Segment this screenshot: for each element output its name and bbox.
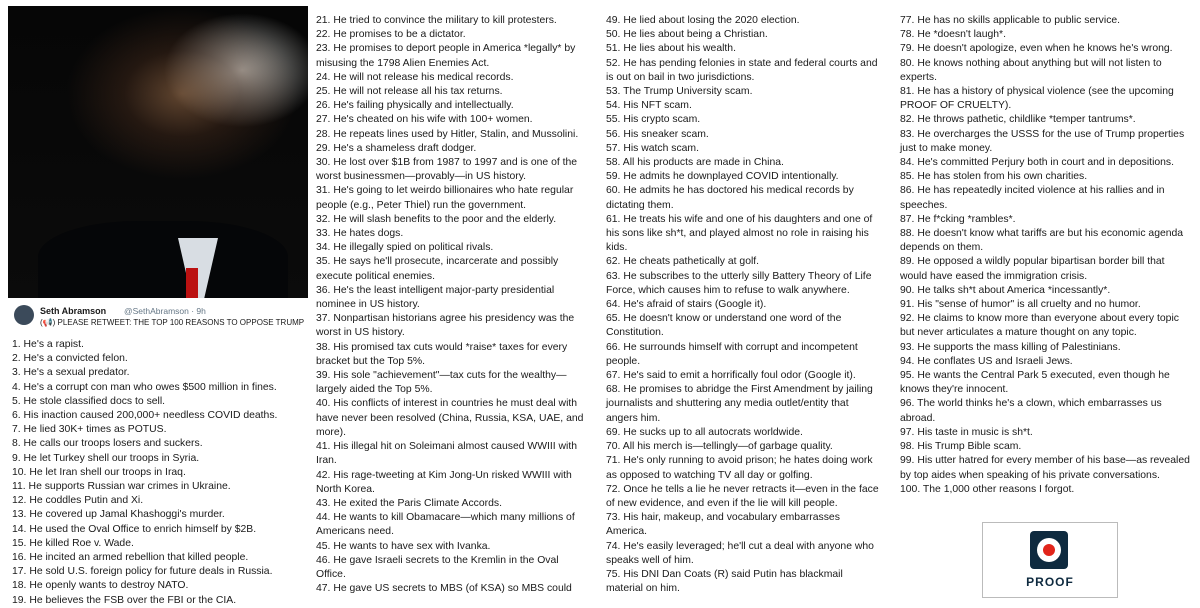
reason-item: 61. He treats his wife and one of his daughters and one of his sons like sh*t, and played almost no role in raising his kids. <box>606 213 873 254</box>
reason-item: 66. He surrounds himself with corrupt and incompetent people. <box>606 341 858 367</box>
proof-logo <box>982 522 1118 598</box>
reason-item: 95. He wants the Central Park 5 executed, even though he knows they're innocent. <box>900 370 1170 396</box>
reason-item: 74. He's easily leveraged; he'll cut a deal with anyone who speaks well of him. <box>606 540 874 566</box>
reason-item: 21. He tried to convince the military to kill protesters. <box>316 15 557 26</box>
author-name[interactable]: Seth Abramson <box>40 306 107 316</box>
reason-item: 31. He's going to let weirdo billionaires who hate regular people (e.g., Peter Thiel) run the government. <box>316 185 574 211</box>
reason-item: 14. He used the Oval Office to enrich himself by $2B. <box>12 523 257 535</box>
reason-item: 42. His rage-tweeting at Kim Jong-Un risked WWIII with North Korea. <box>316 469 572 495</box>
avatar[interactable] <box>14 305 34 325</box>
reason-item: 1. He's a rapist. <box>12 339 84 350</box>
target-icon <box>1030 531 1068 569</box>
reason-item: 50. He lies about being a Christian. <box>606 29 768 41</box>
reason-item: 69. He sucks up to all autocrats worldwide. <box>606 426 803 438</box>
reason-item: 72. Once he tells a lie he never retracts it—even in the face of new evidence, and even if the lie will kill people. <box>606 483 879 509</box>
reason-item: 23. He promises to deport people in America *legally* by misusing the 1798 Alien Enemies Act. <box>316 43 576 69</box>
reason-item: 51. He lies about his wealth. <box>606 43 736 55</box>
reason-item: 98. His Trump Bible scam. <box>900 441 1022 453</box>
reason-item: 25. He will not release all his tax returns. <box>316 86 503 98</box>
reasons-column-1 <box>12 338 308 608</box>
reason-item: 36. He's the least intelligent major-party presidential nominee in US history. <box>316 284 555 311</box>
reason-item: 90. He talks sh*t about America *incessantly*. <box>900 284 1111 296</box>
reason-item: 91. His "sense of humor" is all cruelty and no humor. <box>900 299 1141 311</box>
suit-shape <box>38 221 288 298</box>
reason-item: 97. His taste in music is sh*t. <box>900 426 1033 438</box>
reason-item: 32. He will slash benefits to the poor and the elderly. <box>316 213 557 225</box>
logo-wordmark: PROOF <box>1026 575 1074 589</box>
reason-item: 4. He's a corrupt con man who owes $500 million in fines. <box>12 381 277 393</box>
reason-item: 59. He admits he downplayed COVID intentionally. <box>606 171 839 183</box>
reason-item: 44. He wants to kill Obamacare—which many millions of Americans need. <box>316 512 575 538</box>
reason-item: 87. He f*cking *rambles*. <box>900 213 1016 225</box>
reason-item: 43. He exited the Paris Climate Accords. <box>316 497 502 509</box>
reason-item: 9. He let Turkey shell our troops in Syria. <box>12 452 200 464</box>
reason-item: 38. His promised tax cuts would *raise* taxes for every bracket but the Top 5%. <box>316 341 568 367</box>
reason-item: 93. He supports the mass killing of Palestinians. <box>900 341 1121 353</box>
reason-item: 30. He lost over $1B from 1987 to 1997 and is one of the worst businessmen—provably—in US history. <box>316 157 578 183</box>
reason-item: 12. He coddles Putin and Xi. <box>12 495 144 507</box>
tweet-text: (📢) PLEASE RETWEET: THE TOP 100 REASONS TO OPPOSE TRUMP <box>40 318 305 327</box>
reason-item: 17. He sold U.S. foreign policy for future deals in Russia. <box>12 566 273 578</box>
reason-item: 56. His sneaker scam. <box>606 128 709 140</box>
reason-item: 89. He opposed a wildly popular bipartisan border bill that would have eased the immigration crisis. <box>900 256 1165 282</box>
reason-item: 53. The Trump University scam. <box>606 86 753 98</box>
reason-item: 85. He has stolen from his own charities. <box>900 171 1088 183</box>
reason-item: 92. He claims to know more than everyone about every topic but never articulates a mature thought on any topic. <box>900 313 1179 339</box>
reason-item: 57. His watch scam. <box>606 142 699 154</box>
reason-item: 7. He lied 30K+ times as POTUS. <box>12 424 167 436</box>
reasons-column-4 <box>900 14 1194 497</box>
reason-item: 45. He wants to have sex with Ivanka. <box>316 540 491 552</box>
reason-item: 49. He lied about losing the 2020 election. <box>606 15 800 26</box>
reason-item: 96. The world thinks he's a clown, which embarrasses us abroad. <box>900 398 1162 424</box>
reason-item: 70. All his merch is—tellingly—of garbage quality. <box>606 441 833 453</box>
reason-item: 16. He incited an armed rebellion that killed people. <box>12 552 249 564</box>
reason-item: 11. He supports Russian war crimes in Ukraine. <box>12 481 231 493</box>
reason-item: 55. His crypto scam. <box>606 114 701 126</box>
reason-item: 64. He's afraid of stairs (Google it). <box>606 299 767 311</box>
reason-item: 3. He's a sexual predator. <box>12 367 130 379</box>
reason-item: 54. His NFT scam. <box>606 100 692 112</box>
reason-item: 81. He has a history of physical violence (see the upcoming PROOF OF CRUELTY). <box>900 86 1174 112</box>
reason-item: 62. He cheats pathetically at golf. <box>606 256 760 268</box>
reason-item: 33. He hates dogs. <box>316 228 404 240</box>
reason-item: 86. He has repeatedly incited violence at his rallies and in speeches. <box>900 185 1165 211</box>
reason-item: 5. He stole classified docs to sell. <box>12 395 166 407</box>
reason-item: 40. His conflicts of interest in countries he must deal with have never been resolved (China, Russia, KSA, UAE, and more). <box>316 398 584 438</box>
reason-item: 47. He gave US secrets to MBS (of KSA) so MBS could <box>316 583 572 595</box>
reasons-column-2 <box>316 14 584 596</box>
reason-item: 6. His inaction caused 200,000+ needless COVID deaths. <box>12 410 278 422</box>
reason-item: 75. His DNI Dan Coats (R) said Putin has blackmail material on him. <box>606 568 843 595</box>
reason-item: 26. He's failing physically and intellectually. <box>316 100 514 112</box>
reason-item: 94. He conflates US and Israeli Jews. <box>900 355 1073 367</box>
reason-item: 8. He calls our troops losers and suckers. <box>12 438 203 450</box>
author-handle[interactable]: @SethAbramson · 9h <box>124 306 206 316</box>
reason-item: 35. He says he'll prosecute, incarcerate and possibly execute political enemies. <box>316 256 559 282</box>
reason-item: 84. He's committed Perjury both in court and in depositions. <box>900 157 1175 169</box>
reason-item: 68. He promises to abridge the First Amendment by jailing journalists and shuttering any media outlet/entity that angers him. <box>606 384 873 424</box>
red-tie-shape <box>186 268 198 298</box>
reason-item: 27. He's cheated on his wife with 100+ women. <box>316 114 533 126</box>
reasons-column-3 <box>606 14 882 596</box>
reason-item: 100. The 1,000 other reasons I forgot. <box>900 483 1075 495</box>
reason-item: 65. He doesn't know or understand one word of the Constitution. <box>606 313 842 339</box>
reason-item: 39. His sole "achievement"—tax cuts for the wealthy—largely aided the Top 5%. <box>316 370 567 396</box>
reason-item: 34. He illegally spied on political rivals. <box>316 242 494 254</box>
reason-item: 60. He admits he has doctored his medical records by dictating them. <box>606 185 854 211</box>
reason-item: 52. He has pending felonies in state and federal courts and is out on bail in two jurisdictions. <box>606 57 878 83</box>
reason-item: 19. He believes the FSB over the FBI or the CIA. <box>12 594 237 606</box>
reason-item: 41. His illegal hit on Soleimani almost caused WWIII with Iran. <box>316 441 578 467</box>
reason-item: 28. He repeats lines used by Hitler, Stalin, and Mussolini. <box>316 128 579 140</box>
reason-item: 80. He knows nothing about anything but will not listen to experts. <box>900 57 1162 83</box>
reason-item: 58. All his products are made in China. <box>606 157 784 169</box>
reason-item: 63. He subscribes to the utterly silly Battery Theory of Life Force, which causes him to refuse to walk anywhere. <box>606 270 872 296</box>
portrait-photo <box>8 6 308 298</box>
reason-item: 99. His utter hatred for every member of his base—as revealed by top aides when speaking of his private conversations. <box>900 455 1190 481</box>
reason-item: 78. He *doesn't laugh*. <box>900 29 1006 41</box>
reason-item: 73. His hair, makeup, and vocabulary embarrasses America. <box>606 512 840 538</box>
reason-item: 37. Nonpartisan historians agree his presidency was the worst in US history. <box>316 313 575 339</box>
reason-item: 83. He overcharges the USSS for the use of Trump properties just to make money. <box>900 128 1185 154</box>
reason-item: 2. He's a convicted felon. <box>12 353 128 365</box>
reason-item: 88. He doesn't know what tariffs are but his economic agenda depends on them. <box>900 228 1184 254</box>
reason-item: 46. He gave Israeli secrets to the Kremlin in the Oval Office. <box>316 554 559 580</box>
reason-item: 82. He throws pathetic, childlike *temper tantrums*. <box>900 114 1136 126</box>
reason-item: 22. He promises to be a dictator. <box>316 29 466 41</box>
reason-item: 10. He let Iran shell our troops in Iraq. <box>12 466 186 478</box>
reason-item: 77. He has no skills applicable to public service. <box>900 15 1121 26</box>
reason-item: 18. He openly wants to destroy NATO. <box>12 580 189 592</box>
reason-item: 67. He's said to emit a horrifically foul odor (Google it). <box>606 370 856 382</box>
reason-item: 71. He's only running to avoid prison; he hates doing work as opposed to watching TV all day or golfing. <box>606 455 873 481</box>
reason-item: 79. He doesn't apologize, even when he knows he's wrong. <box>900 43 1173 55</box>
reason-item: 15. He killed Roe v. Wade. <box>12 537 134 549</box>
reason-item: 29. He's a shameless draft dodger. <box>316 142 477 154</box>
reason-item: 13. He covered up Jamal Khashoggi's murder. <box>12 509 225 521</box>
reason-item: 24. He will not release his medical records. <box>316 71 514 83</box>
